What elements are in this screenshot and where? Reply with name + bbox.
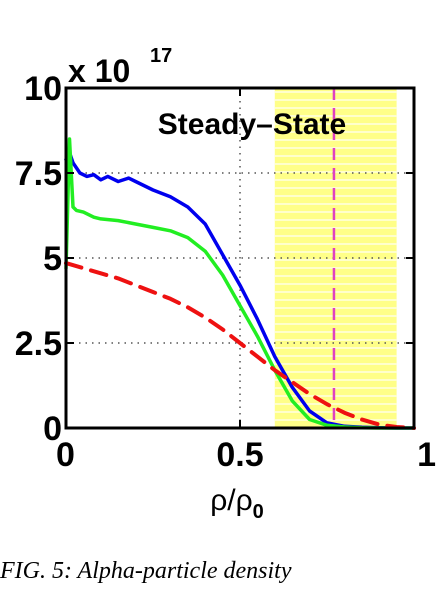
y-multiplier-exponent: 17 — [150, 45, 173, 67]
x-axis-label-subscript: 0 — [252, 501, 264, 523]
y-multiplier-base: x 10 — [68, 53, 131, 89]
x-axis-label: $\rho/\rho_0$ — [210, 484, 264, 523]
y-tick-label: 5 — [43, 240, 62, 278]
x-tick-label: 0 — [56, 436, 75, 474]
figure-caption: FIG. 5: Alpha-particle density — [0, 558, 292, 584]
y-tick-label: 0 — [43, 410, 62, 448]
y-tick-label: 10 — [24, 70, 62, 108]
x-tick-label: 0.5 — [216, 436, 264, 474]
y-tick-label: 7.5 — [14, 155, 62, 193]
steady-state-annotation: Steady–State — [157, 108, 347, 141]
x-tick-label: 1 — [417, 436, 436, 474]
y-tick-label: 2.5 — [14, 325, 62, 363]
